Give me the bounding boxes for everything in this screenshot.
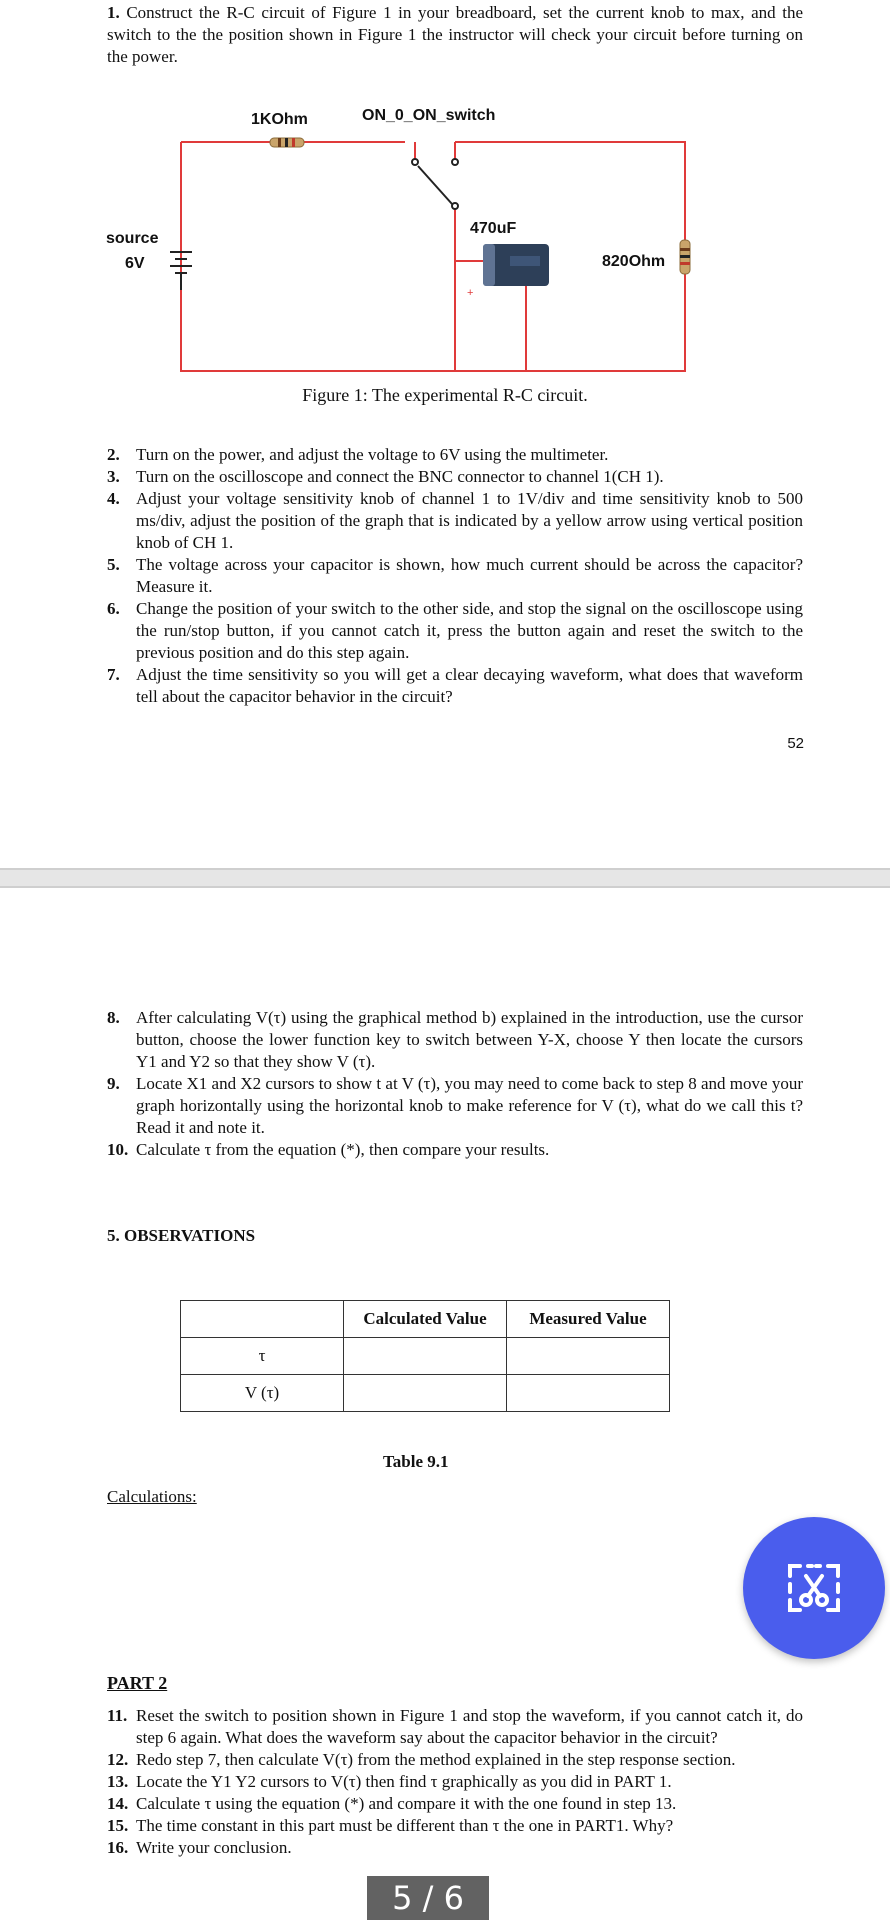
page-separator	[0, 868, 890, 888]
table-caption: Table 9.1	[383, 1452, 449, 1471]
list-item	[107, 1793, 803, 1815]
capacitor-symbol	[467, 244, 549, 299]
switch-symbol	[412, 159, 458, 209]
step-number: 4.	[107, 489, 120, 508]
document-page-1	[0, 0, 890, 868]
table-header	[181, 1301, 344, 1338]
step-text: Locate X1 and X2 cursors to show t at V (τ), you may need to come back to step 8 and move your graph horizontally using the horizontal knob to make reference for V (τ), what do we call this t? Read it and note it.	[136, 1074, 803, 1137]
list-item	[107, 1815, 803, 1837]
table-cell	[507, 1375, 670, 1412]
step-number: 14.	[107, 1794, 129, 1813]
part2-heading: PART 2	[107, 1673, 168, 1693]
step-text: Change the position of your switch to the other side, and stop the signal on the oscilloscope using the run/stop button, if you cannot catch it, press the button again and reset the switch to the previous position and do this step again.	[136, 599, 803, 662]
step-number: 13.	[107, 1772, 129, 1791]
step-number: 12.	[107, 1750, 129, 1769]
table-cell: τ	[181, 1338, 344, 1375]
list-item	[107, 554, 803, 598]
list-item	[107, 1837, 803, 1859]
table-cell	[344, 1375, 507, 1412]
step-number: 9.	[107, 1074, 120, 1093]
table-cell	[344, 1338, 507, 1375]
step-text: Calculate τ using the equation (*) and compare it with the one found in step 13.	[136, 1794, 677, 1813]
step-text: Construct the R-C circuit of Figure 1 in your breadboard, set the current knob to max, and the switch to the the position shown in Figure 1 the instructor will check your circuit before turning on the power.	[107, 3, 803, 66]
list-item	[107, 598, 803, 664]
step-number: 5.	[107, 555, 120, 574]
list-item	[107, 488, 803, 554]
list-item	[107, 444, 803, 466]
list-item	[107, 1749, 803, 1771]
step-text: Adjust the time sensitivity so you will get a clear decaying waveform, what does that waveform tell about the capacitor behavior in the circuit?	[136, 665, 803, 706]
table-cell	[507, 1338, 670, 1375]
steps-list-cursor	[107, 1007, 803, 1161]
resistor-820-symbol	[680, 240, 690, 274]
table-header-row	[181, 1301, 670, 1338]
step-text: Turn on the power, and adjust the voltage to 6V using the multimeter.	[136, 445, 609, 464]
table-row	[181, 1338, 670, 1375]
list-item	[107, 1139, 803, 1161]
list-item	[107, 1073, 803, 1139]
step-number: 1.	[107, 3, 120, 22]
step-text: Reset the switch to position shown in Figure 1 and stop the waveform, if you cannot catch it, do step 6 again. What does the waveform say about the capacitor behavior in the circuit?	[136, 1706, 803, 1747]
list-item	[107, 466, 803, 488]
step-number: 6.	[107, 599, 120, 618]
capacitor-label: 470uF	[470, 220, 517, 237]
list-item	[107, 1007, 803, 1073]
source-label: source	[106, 230, 159, 247]
resistor-1k-label: 1KOhm	[251, 111, 308, 128]
scissors-crop-icon	[784, 1558, 844, 1618]
rc-circuit-figure	[100, 100, 700, 380]
table-header: Calculated Value	[344, 1301, 507, 1338]
resistor-1k-symbol	[270, 138, 304, 147]
step-number: 11.	[107, 1706, 128, 1725]
step-text: After calculating V(τ) using the graphical method b) explained in the introduction, use the cursor button, choose the lower function key to switch between Y-X, choose Y then locate the cursors Y1 and Y2 so that they show V (τ).	[136, 1008, 803, 1071]
step-number: 8.	[107, 1008, 120, 1027]
step-text: The time constant in this part must be different than τ the one in PART1. Why?	[136, 1816, 674, 1835]
page-number: 52	[787, 735, 804, 752]
list-item	[107, 664, 803, 708]
step-number: 15.	[107, 1816, 129, 1835]
screenshot-crop-button[interactable]	[743, 1517, 885, 1659]
list-item	[107, 1771, 803, 1793]
step-text: Calculate τ from the equation (*), then compare your results.	[136, 1140, 550, 1159]
step-text: The voltage across your capacitor is shown, how much current should be across the capacitor? Measure it.	[136, 555, 803, 596]
observations-table	[180, 1300, 670, 1412]
step-number: 16.	[107, 1838, 129, 1857]
steps-list-part1	[107, 444, 803, 708]
table-cell: V (τ)	[181, 1375, 344, 1412]
step-number: 2.	[107, 445, 120, 464]
page-indicator: 5 / 6	[367, 1876, 489, 1920]
svg-text:+: +	[467, 287, 474, 299]
step-1	[107, 2, 803, 68]
calculations-label: Calculations:	[107, 1487, 197, 1506]
step-text: Write your conclusion.	[136, 1838, 292, 1857]
figure-caption: Figure 1: The experimental R-C circuit.	[302, 385, 588, 405]
step-number: 10.	[107, 1140, 129, 1159]
step-text: Turn on the oscilloscope and connect the BNC connector to channel 1(CH 1).	[136, 467, 664, 486]
table-row	[181, 1375, 670, 1412]
steps-list-part2	[107, 1705, 803, 1859]
step-text: Locate the Y1 Y2 cursors to V(τ) then find τ graphically as you did in PART 1.	[136, 1772, 672, 1791]
step-number: 7.	[107, 665, 120, 684]
resistor-820-label: 820Ohm	[602, 253, 666, 270]
step-text: Redo step 7, then calculate V(τ) from the method explained in the step response section.	[136, 1750, 736, 1769]
switch-label: ON_0_ON_switch	[362, 107, 496, 124]
observations-heading: 5. OBSERVATIONS	[107, 1226, 256, 1245]
step-number: 3.	[107, 467, 120, 486]
list-item	[107, 1705, 803, 1749]
step-text: Adjust your voltage sensitivity knob of channel 1 to 1V/div and time sensitivity knob to 500 ms/div, adjust the position of the graph that is indicated by a yellow arrow using vertical position knob of CH 1.	[136, 489, 803, 552]
table-header: Measured Value	[507, 1301, 670, 1338]
source-value: 6V	[125, 255, 145, 272]
